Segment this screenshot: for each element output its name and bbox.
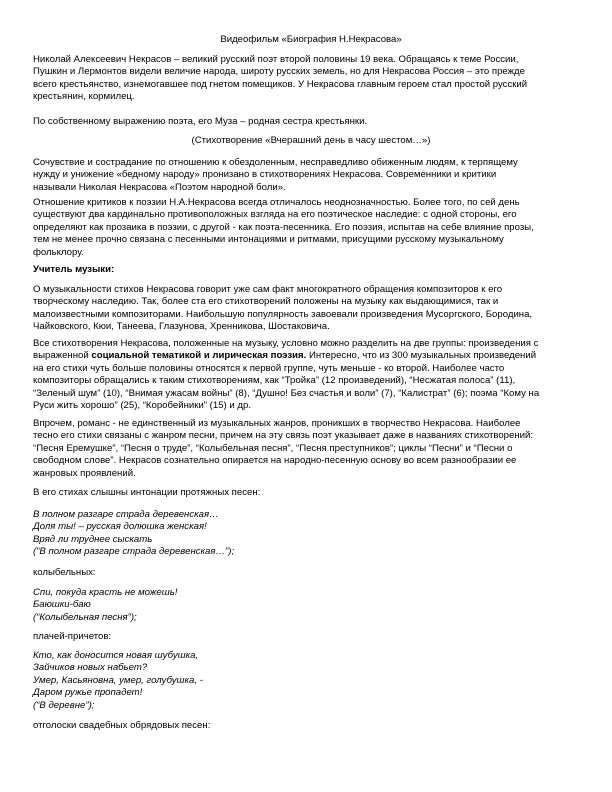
- text-line: Николай Алексеевич Некрасов – великий русский поэт второй половины 19 века. Обращаясь к теме России,: [33, 54, 519, 65]
- verse-line: Умер, Касьяновна, умер, голубушка, -: [33, 674, 203, 686]
- text-line: Сочувствие и сострадание по отношению к обездоленным, несправедливо обиженным людям, к терпящему: [33, 157, 518, 168]
- text-line: тесно его стихи связаны с жанром песни, причем на эту связь поэт указывает даже в названиях стихотворений:: [33, 430, 534, 442]
- text-line: называли Николая Некрасова «Поэтом народной боли».: [33, 181, 286, 193]
- text-line: на его стихи чуть больше половины относятся к первой группе, чуть меньше - ко второй. Наиболее часто: [33, 362, 505, 374]
- text-line: нужду и унижение «бедному народу» пронизано в стихотворениях Некрасова. Современники и критики: [33, 169, 497, 181]
- text-segment: Интересно, что из 300 музыкальных произведений: [306, 350, 537, 362]
- text-line: О музыкальности стихов Некрасова говорит уже сам факт многократного обращения композиторов к его: [33, 284, 503, 295]
- text-line: тем не менее прочно связана с песенными интонациями и ритмами, присущими русскому музыкальному: [33, 234, 504, 246]
- text-line: По собственному выражению поэта, его Муза – родная сестра крестьянки.: [33, 116, 368, 127]
- verse-excerpt-1: [33, 509, 589, 559]
- text-line: малоизвестными композиторами. Наибольшую популярность завоевали произведения Мусоргского, Бородина,: [33, 308, 533, 320]
- text-line: Руси жить хорошо” (25), “Коробейники” (15) и др.: [33, 400, 252, 412]
- text-line: “Зеленый шум” (10), “Внимая ужасам войны” (8), “Душно! Без счастья и воли” (7), “Калистрат” (6); поэма “Кому на: [33, 387, 540, 399]
- lament-label: плачей-причетов:: [33, 631, 112, 642]
- text-line: “Песня Еремушке”, “Песня о труде”, “Колыбельная песня”, “Песня преступников”; циклы “Песни” и “Песни о: [33, 442, 513, 454]
- verse-line: Спи, покуда красть не можешь!: [33, 587, 178, 598]
- critics-paragraph: [33, 197, 589, 259]
- page-title: Видеофильм «Биография Н.Некрасова»: [220, 34, 402, 45]
- text-line: Отношение критиков к поэзии Н.А.Некрасова всегда отличалось неоднозначностью. Более того, по сей день: [33, 197, 520, 208]
- genres-paragraph: [33, 418, 589, 480]
- section-heading-music-teacher: Учитель музыки:: [33, 264, 115, 275]
- text-line: всего крестьянство, изнемогавшее под гнетом помещиков. У Некрасова главным героем стал простой русский: [33, 78, 528, 90]
- lullaby-label: колыбельных:: [33, 567, 96, 578]
- verse-excerpt-2: [33, 587, 589, 624]
- sympathy-paragraph: [33, 157, 589, 194]
- text-line: композиторы обращались к таким стихотворениям, как “Тройка” (12 произведений), “Несжатая полоса” (11),: [33, 375, 516, 387]
- verse-line: Даром ружье пропадет!: [33, 687, 143, 699]
- muse-paragraph: [33, 116, 589, 128]
- verse-line: Вряд ли труднее сыскать: [33, 533, 153, 545]
- musicality-paragraph: [33, 284, 589, 334]
- bold-emphasis: социальной тематикой и лирическая поэзия.: [91, 350, 307, 362]
- verse-line: Баюшки-баю: [33, 599, 91, 611]
- text-line: фольклору.: [33, 246, 84, 258]
- text-line: (Стихотворение «Вчерашний день в часу шестом…»): [191, 135, 431, 146]
- verse-line: Доля ты! – русская долюшка женская!: [33, 521, 207, 533]
- verse-line: (“Колыбельная песня”);: [33, 611, 137, 623]
- verse-line: (“В деревне”);: [33, 699, 95, 711]
- groups-paragraph: [33, 338, 589, 412]
- wedding-label: отголоски свадебных обрядовых песен:: [33, 720, 211, 731]
- text-line: существуют два кардинально противоположных взгляда на его поэтическое наследие: с одной стороны, его: [33, 209, 517, 221]
- verse-line: Зайчиков новых набьет?: [33, 662, 148, 674]
- verse-line: (“В полном разгаре страда деревенская…”);: [33, 546, 235, 558]
- text-line: Чайковского, Кюи, Танеева, Глазунова, Хренникова, Шостаковича.: [33, 321, 330, 333]
- text-segment: выраженной: [33, 350, 92, 362]
- text-line: Все стихотворения Некрасова, положенные на музыку, условно можно разделить на две группы: произведения с: [33, 338, 539, 349]
- intro-paragraph: [33, 54, 589, 104]
- poem-reference: [33, 135, 589, 147]
- verse-excerpt-3: [33, 650, 589, 712]
- text-line: Впрочем, романс - не единственный из музыкальных жанров, проникших в творчество Некрасова. Наиболее: [33, 418, 521, 429]
- text-line: творческому наследию. Так, более ста его стихотворений положены на музыку как выдающимися, так и: [33, 296, 499, 308]
- text-line: крестьянин, кормилец.: [33, 91, 135, 103]
- text-line: жанровых проявлений.: [33, 467, 136, 479]
- text-line: определяют как прозаика в поэзии, с другой - как поэта-песенника. Его поэзия, испытав на себе влияние прозы,: [33, 221, 534, 233]
- text-line: [33, 350, 589, 362]
- text-line: свободном слове”. Некрасов сознательно опирается на народно-песенную основу во всем разнообразии ее: [33, 455, 517, 467]
- text-line: Пушкин и Лермонтов видели величие народа, широту русских земель, но для Некрасова Россия – это прежде: [33, 66, 525, 78]
- intonations-paragraph: В его стихах слышны интонации протяжных песен:: [33, 487, 261, 498]
- verse-line: В полном разгаре страда деревенская…: [33, 509, 219, 520]
- verse-line: Кто, как доносится новая шубушка,: [33, 650, 199, 661]
